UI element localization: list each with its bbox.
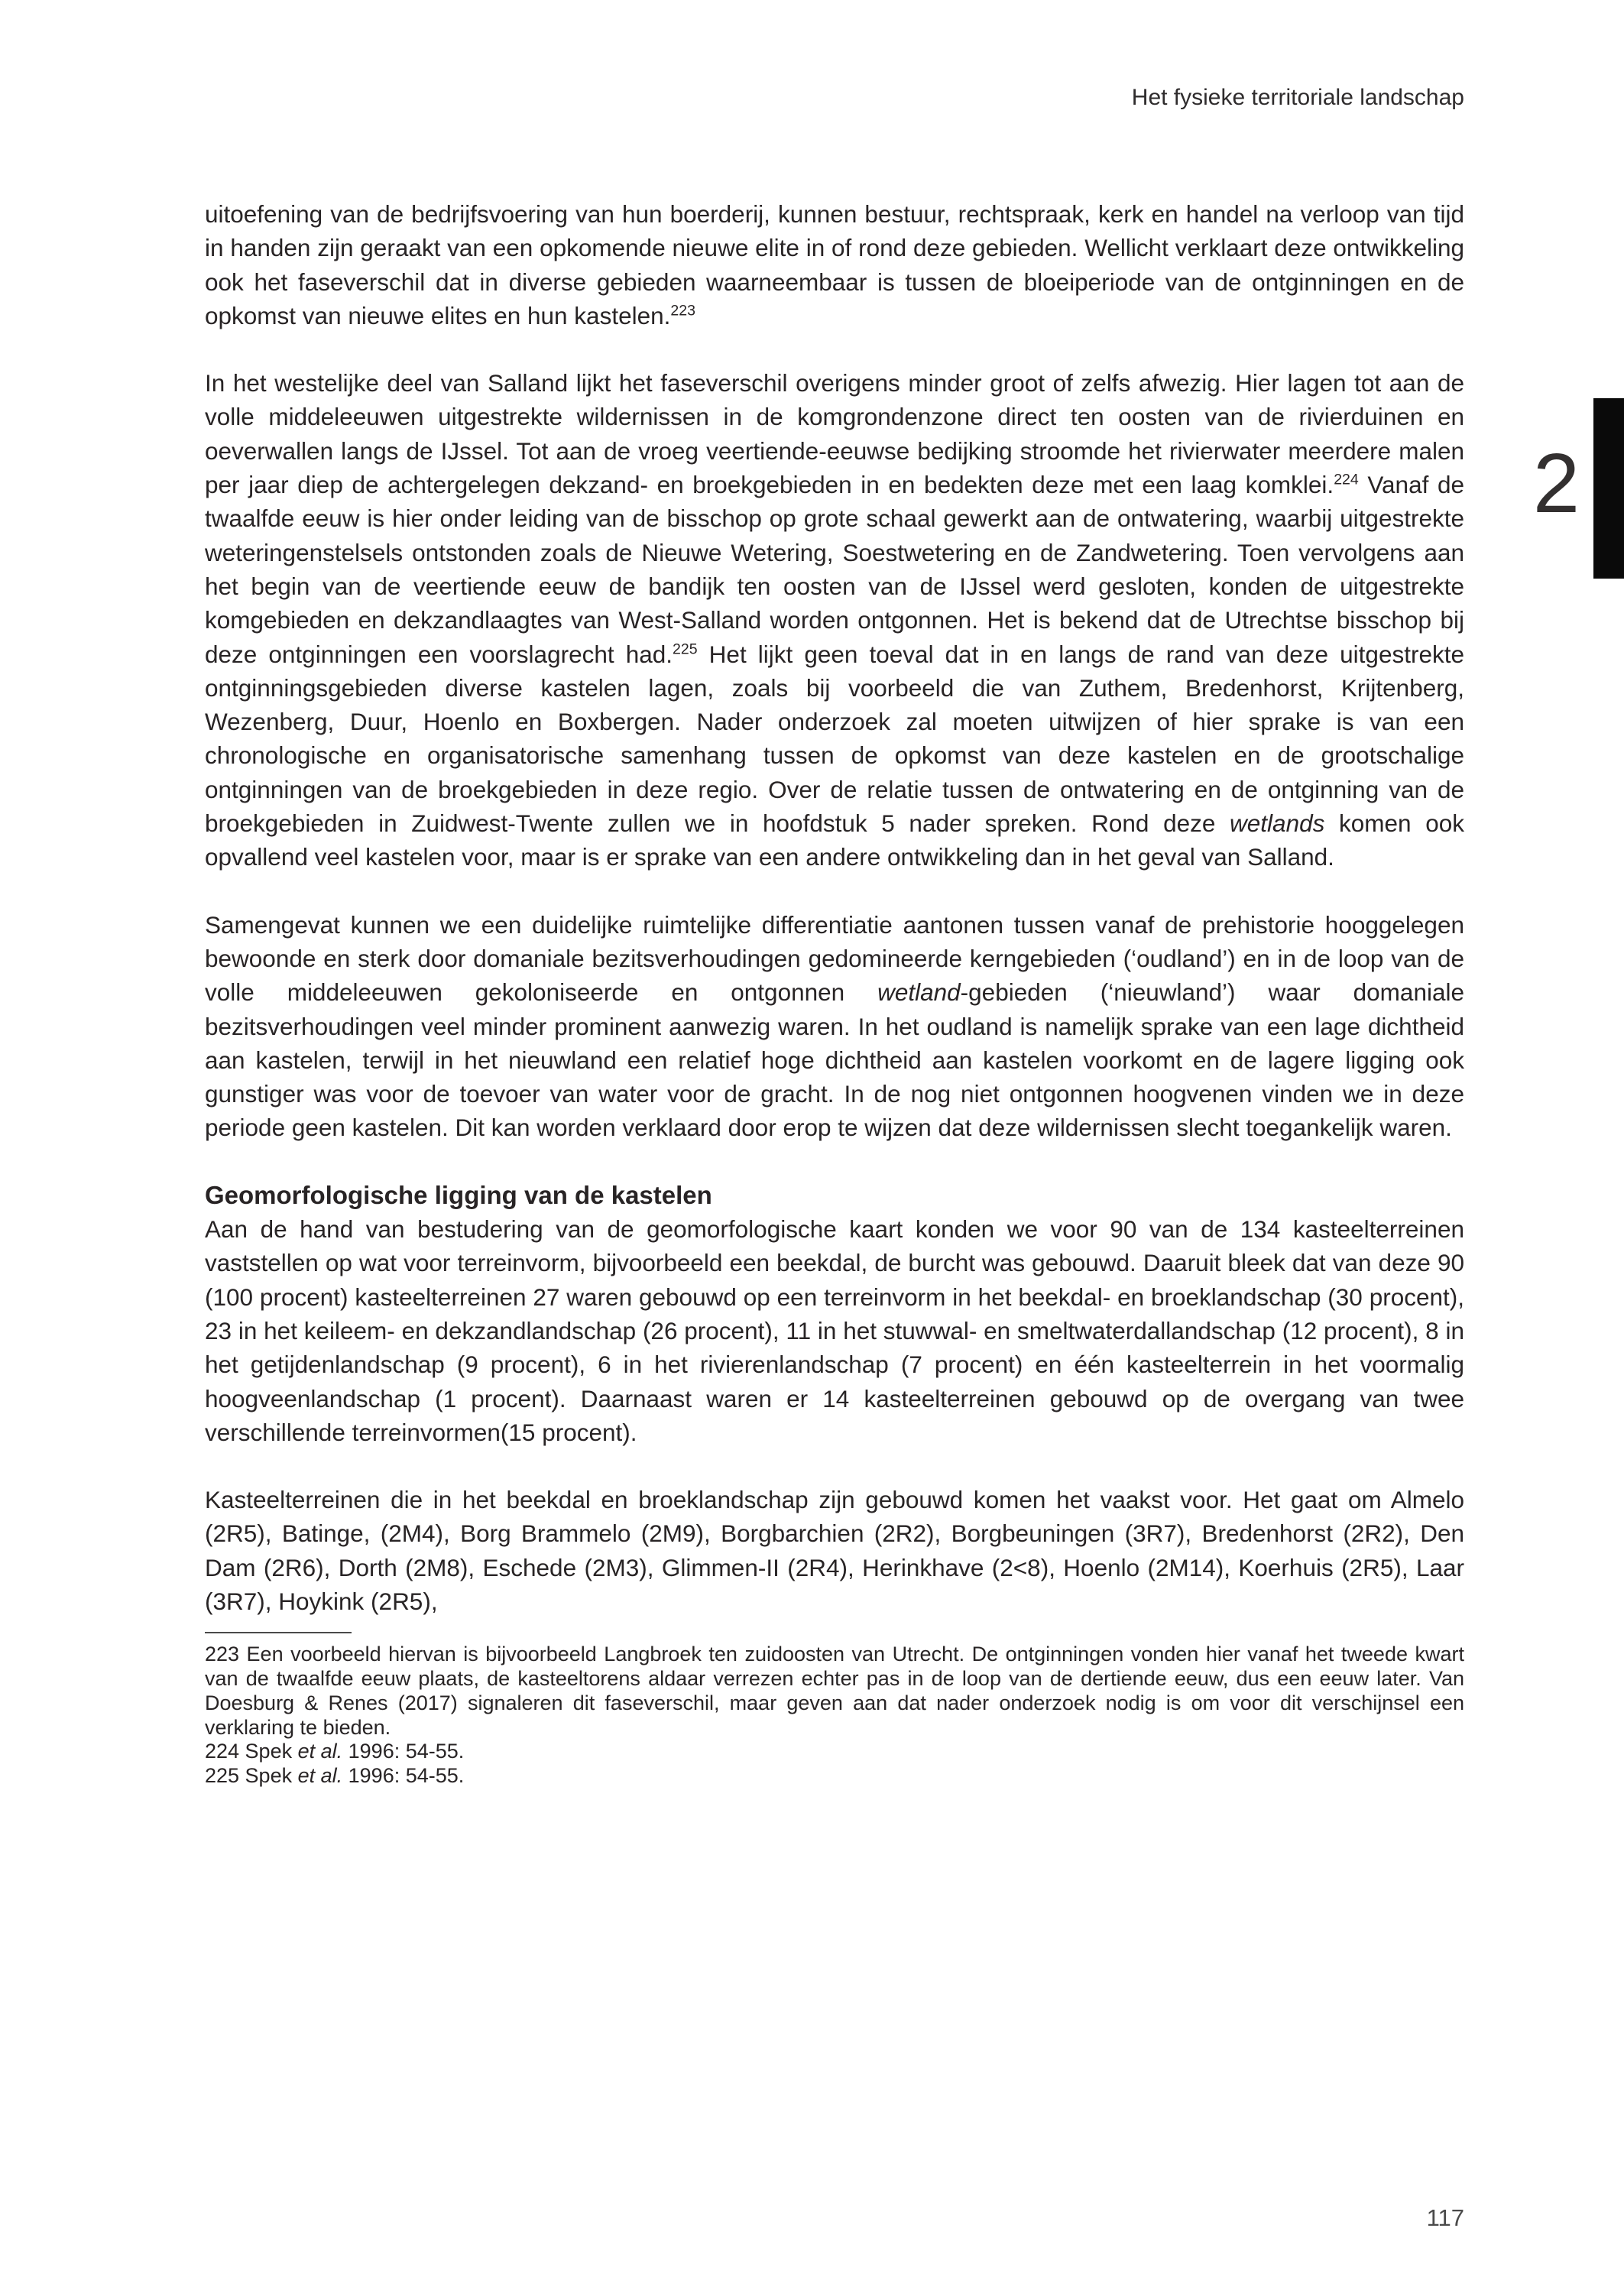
paragraph-kasteelterreinen bbox=[205, 1483, 1464, 1618]
text-segment: 224 Spek bbox=[205, 1740, 298, 1763]
text-segment: In het westelijke deel van Salland lijkt het faseverschil overigens minder groot of zelfs afwezig. Hier lagen tot aan de volle middeleeuwen uitgestrekte wildernissen in de komgrondenzone direct ten oosten van de rivierduinen en oeverwallen langs de IJssel. Tot aan de vroeg veertiende-eeuwse bedijking stroomde het rivierwater meerdere malen per jaar diep de achtergelegen dekzand- en broekgebieden in en bedekten deze met een laag komklei. bbox=[205, 369, 1464, 499]
text-segment: 224 bbox=[1334, 471, 1359, 488]
text-segment: 223 Een voorbeeld hiervan is bijvoorbeeld Langbroek ten zuidoosten van Utrecht. De ontginningen vonden hier vanaf het tweede kwart van de twaalfde eeuw plaats, de kasteeltorens aldaar verrezen echter pas in de loop van de dertiende eeuw, dus een eeuw later. Van Doesburg & Renes (2017) signaleren dit faseverschil, maar geven aan dat nader onderzoek nodig is om voor dit verschijnsel een verklaring te bieden. bbox=[205, 1643, 1464, 1739]
footnote-224 bbox=[205, 1740, 1464, 1764]
text-segment: Het lijkt geen toeval dat in en langs de rand van deze uitgestrekte ontginningsgebieden diverse kastelen lagen, zoals bij voorbeeld die van Zuthem, Bredenhorst, Krijtenberg, Wezenberg, Duur, Hoenlo en Boxbergen. Nader onderzoek zal moeten uitwijzen of hier sprake is van een chronologische en organisatorische samenhang tussen de opkomst van deze kastelen en de grootschalige ontginningen van de broekgebieden in deze regio. Over de relatie tussen de ontwatering en de ontginning van de broekgebieden in Zuidwest-Twente zullen we in hoofdstuk 5 nader spreken. Rond deze bbox=[205, 640, 1465, 838]
chapter-number: 2 bbox=[1532, 436, 1580, 530]
text-segment: 225 Spek bbox=[205, 1764, 298, 1788]
paragraph-salland bbox=[205, 366, 1464, 874]
text-segment: wetlands bbox=[1230, 809, 1325, 838]
paragraph-samengevat bbox=[205, 908, 1464, 1145]
body-text-column bbox=[205, 197, 1464, 1789]
text-segment: 223 bbox=[670, 302, 695, 319]
section-heading: Geomorfologische ligging van de kastelen bbox=[205, 1180, 712, 1209]
text-segment: Samengevat kunnen we een duidelijke ruimtelijke differentiatie aantonen tussen vanaf de prehistorie hooggelegen bewoonde en sterk door domaniale bezitsverhoudingen gedomineerde kerngebieden (‘oudland’) en in de loop van de volle middeleeuwen gekoloniseerde en ontgonnen bbox=[205, 910, 1464, 1007]
text-segment: et al. bbox=[297, 1764, 343, 1788]
text-segment: -gebieden (‘nieuwland’) waar domaniale bezitsverhoudingen veel minder prominent aanwezig waren. In het oudland is namelijk sprake van een lage dichtheid aan kastelen, terwijl in het nieuwland een relatief hoge dichtheid aan kastelen voorkomt en de lagere ligging ook gunstiger was voor de toevoer van water voor de gracht. In de nog niet ontgonnen hoogvenen vinden we in deze periode geen kastelen. Dit kan worden verklaard door erop te wijzen dat deze wildernissen slecht toegankelijk waren. bbox=[205, 978, 1464, 1142]
chapter-tab-bar bbox=[1593, 398, 1624, 579]
text-segment: komen ook opvallend veel kastelen voor, maar is er sprake van een andere ontwikkeling dan in het geval van Salland. bbox=[205, 809, 1464, 871]
text-segment: Kasteelterreinen die in het beekdal en broeklandschap zijn gebouwd komen het vaakst voor. Het gaat om Almelo (2R5), Batinge, (2M4), Borg Brammelo (2M9), Borgbarchien (2R2), Borgbeuningen (3R7), Bredenhorst (2R2), Den Dam (2R6), Dorth (2M8), Eschede (2M3), Glimmen-II (2R4), Herinkhave (2<8), Hoenlo (2M14), Koerhuis (2R5), Laar (3R7), Hoykink (2R5), bbox=[205, 1486, 1464, 1615]
text-segment: 1996: 54-55. bbox=[342, 1740, 465, 1763]
footnote-223 bbox=[205, 1643, 1464, 1740]
footnote-separator bbox=[205, 1632, 352, 1633]
text-segment: Vanaf de twaalfde eeuw is hier onder leiding van de bisschop op grote schaal gewerkt aan de ontwatering, waarbij uitgestrekte weteringenstelsels ontstonden zoals de Nieuwe Wetering, Soestwetering en de Zandwetering. Toen vervolgens aan het begin van de veertiende eeuw de bandijk ten oosten van de IJssel werd gesloten, konden de uitgestrekte komgebieden en dekzandlaagtes van West-Salland worden ontgonnen. Het is bekend dat de Utrechtse bisschop bij deze ontginningen een voorslagrecht had. bbox=[205, 471, 1464, 668]
footnotes-block bbox=[205, 1643, 1464, 1789]
text-segment: 1996: 54-55. bbox=[342, 1764, 465, 1788]
paragraph-geomorfologie bbox=[205, 1212, 1464, 1449]
paragraph-elites bbox=[205, 197, 1464, 332]
page-number: 117 bbox=[1426, 2204, 1464, 2231]
text-segment: uitoefening van de bedrijfsvoering van hun boerderij, kunnen bestuur, rechtspraak, kerk en handel na verloop van tijd in handen zijn geraakt van een opkomende nieuwe elite in of rond deze gebieden. Wellicht verklaart deze ontwikkeling ook het faseverschil dat in diverse gebieden waarneembaar is tussen de bloeiperiode van de ontginningen en de opkomst van nieuwe elites en hun kastelen. bbox=[205, 200, 1464, 329]
footnote-225 bbox=[205, 1764, 1464, 1789]
running-header: Het fysieke territoriale landschap bbox=[1131, 85, 1464, 110]
text-segment: Aan de hand van bestudering van de geomorfologische kaart konden we voor 90 van de 134 kasteelterreinen vaststellen op wat voor terreinvorm, bijvoorbeeld een beekdal, de burcht was gebouwd. Daaruit bleek dat van deze 90 (100 procent) kasteelterreinen 27 waren gebouwd op een terreinvorm in het beekdal- en broeklandschap (30 procent), 23 in het keileem- en dekzandlandschap (26 procent), 11 in het stuwwal- en smeltwaterdallandschap (12 procent), 8 in het getijdenlandschap (9 procent), 6 in het rivierenlandschap (7 procent) en één kasteelterrein in het voormalig hoogveenlandschap (1 procent). Daarnaast waren er 14 kasteelterreinen gebouwd op de overgang van twee verschillende terreinvormen(15 procent). bbox=[205, 1215, 1464, 1446]
text-segment: wetland bbox=[877, 978, 961, 1007]
text-segment: et al. bbox=[297, 1740, 343, 1763]
text-segment: 225 bbox=[673, 641, 698, 658]
